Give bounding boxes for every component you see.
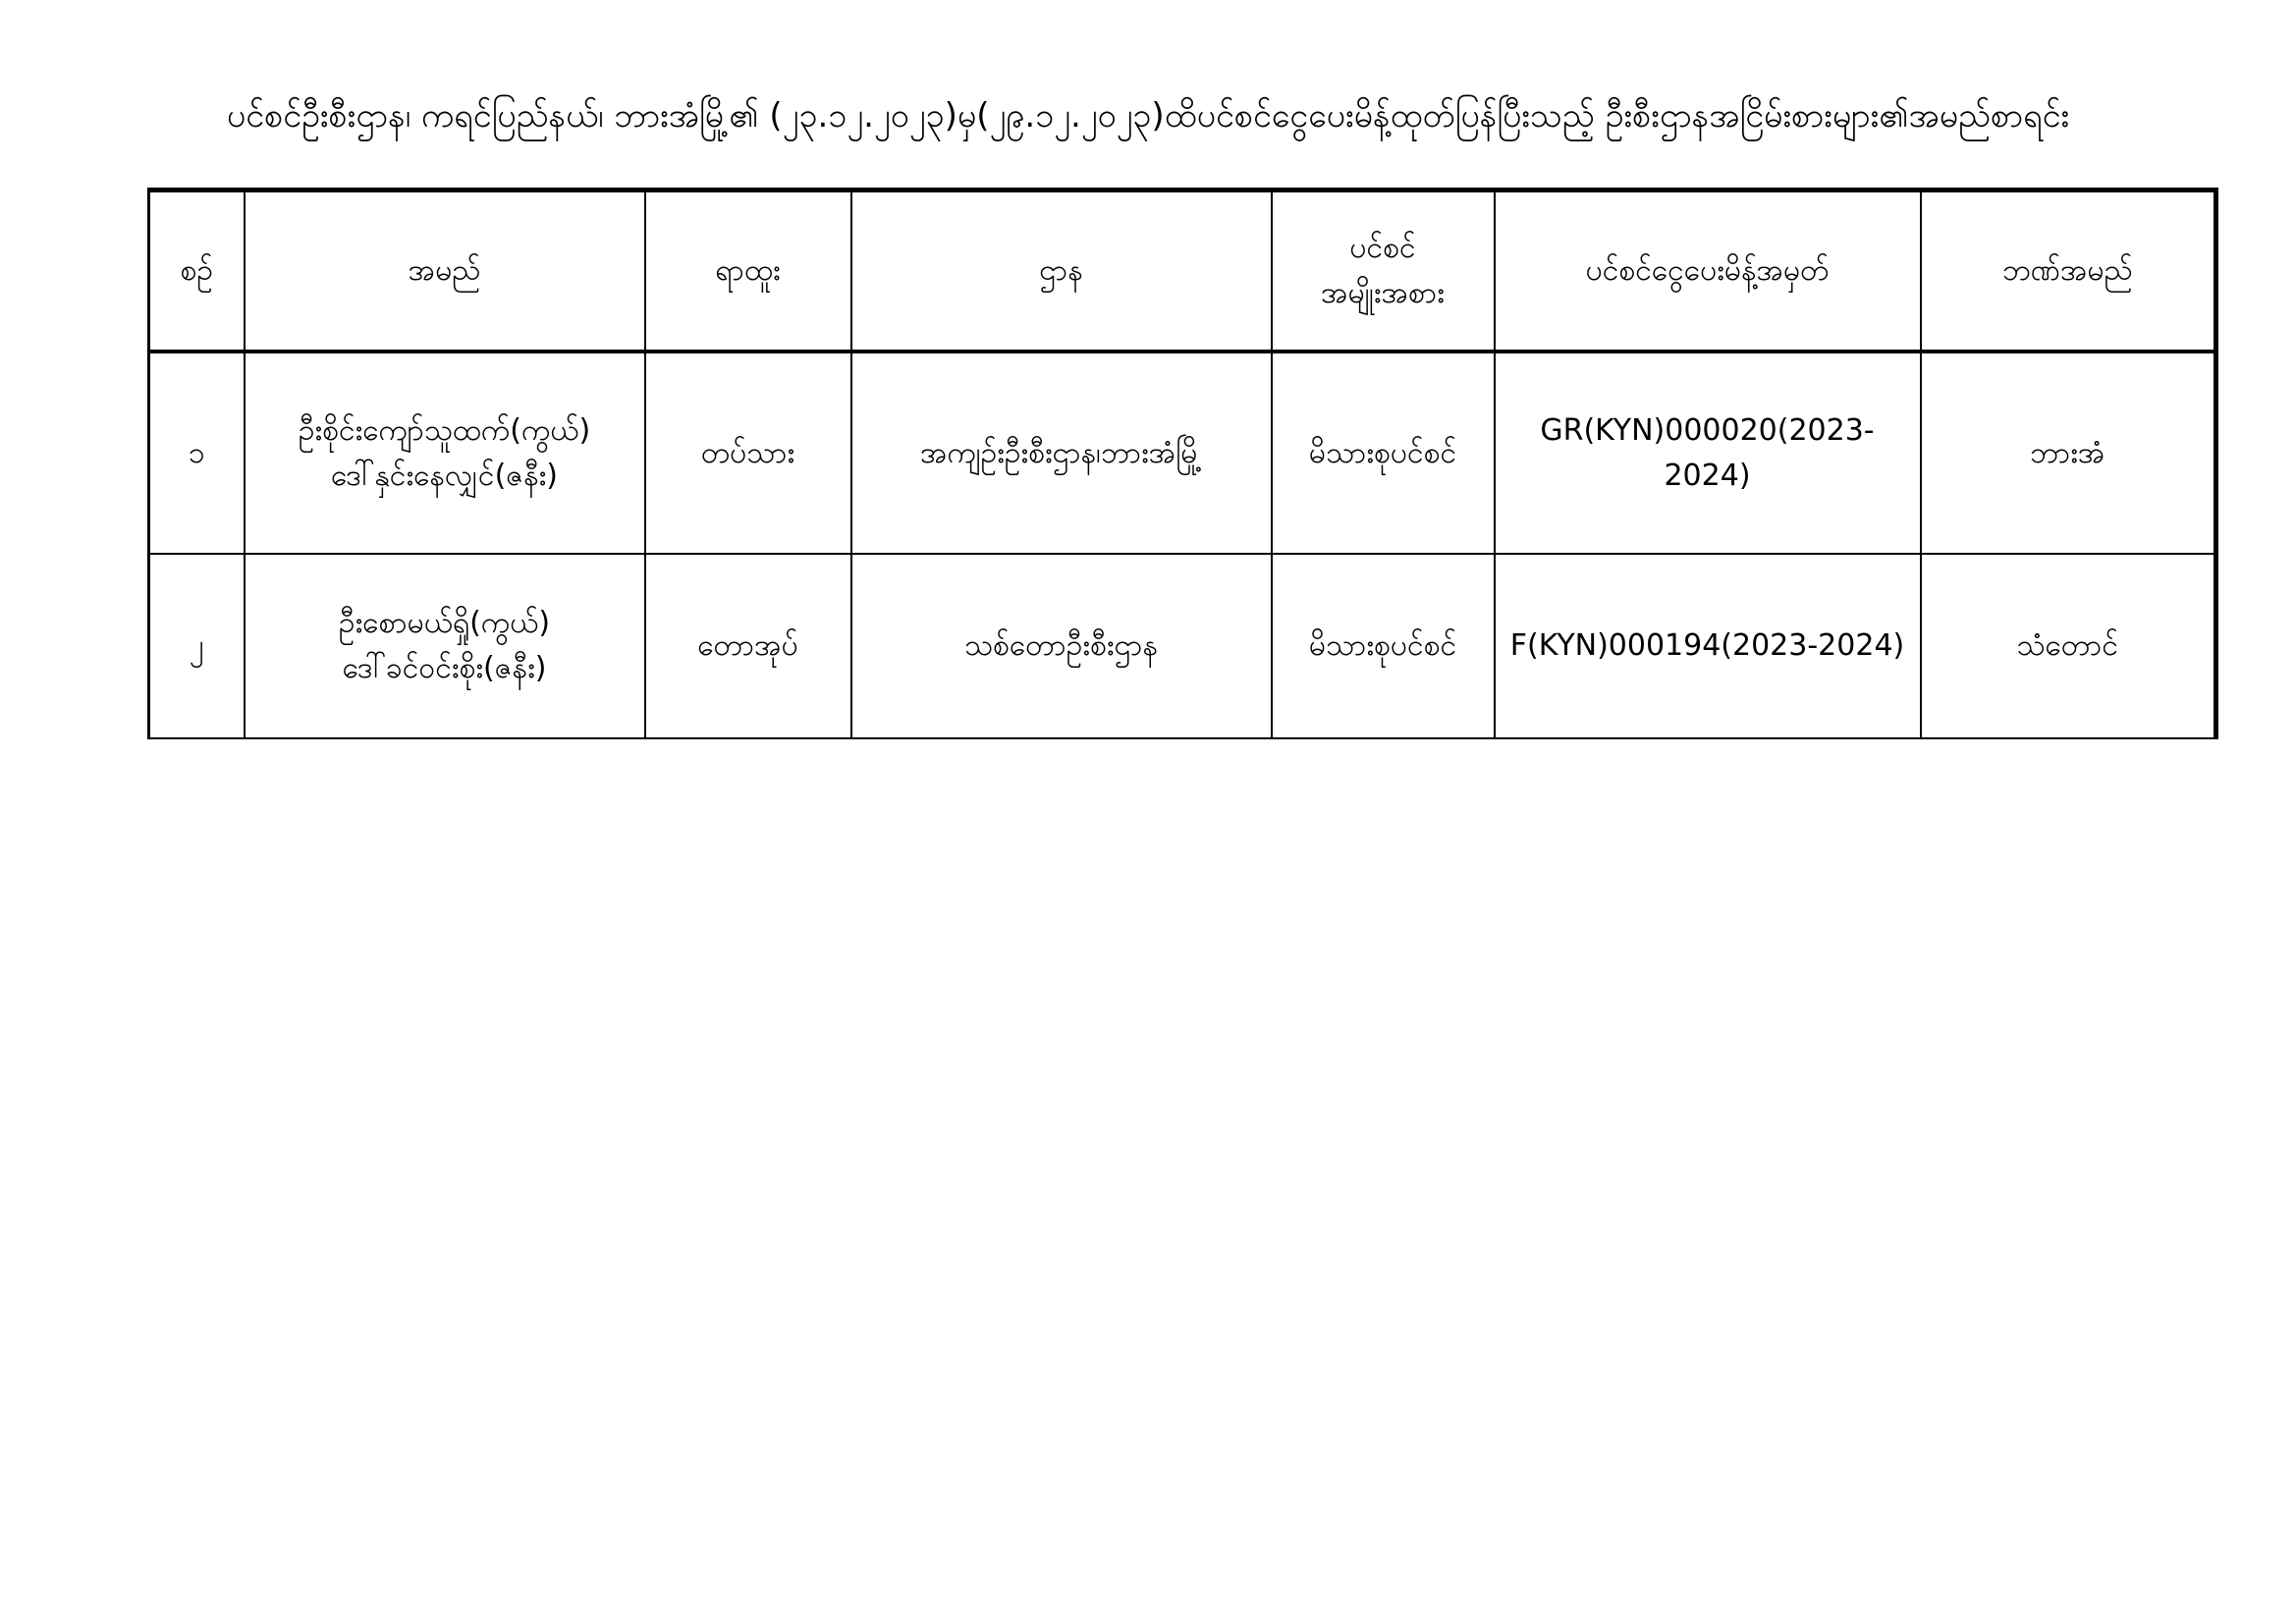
header-name: အမည် <box>245 190 645 352</box>
header-department: ဌာန <box>851 190 1272 352</box>
cell-name-line1: ဦးစောမယ်ရှို(ကွယ်) <box>338 606 551 640</box>
cell-rank: တပ်သား <box>645 352 851 554</box>
page-title: ပင်စင်ဦးစီးဌာန၊ ကရင်ပြည်နယ်၊ ဘားအံမြို့၏ (၂၃.၁၂.၂၀၂၃)မှ(၂၉.၁၂.၂၀၂၃)ထိပင်စင်ငွေပေးမိန့်ထုတ်ပြန်ပြီးသည့် ဦးစီးဌာနအငြိမ်းစားများ၏အမည်စာရင်း <box>226 96 2070 135</box>
table-row <box>149 554 2216 738</box>
cell-name <box>245 554 645 738</box>
cell-serial: ၂ <box>149 554 245 738</box>
header-bank: ဘဏ်အမည် <box>1921 190 2216 352</box>
table-row <box>149 352 2216 554</box>
cell-pension-type: မိသားစုပင်စင် <box>1272 352 1495 554</box>
cell-name-line2: ဒေါ်နှင်းနေလျှင်(ဇနီး) <box>331 458 558 493</box>
cell-name-line2: ဒေါ်ခင်ဝင်းစိုး(ဇနီး) <box>342 651 547 685</box>
cell-bank: သံတောင် <box>1921 554 2216 738</box>
header-order-no: ပင်စင်ငွေပေးမိန့်အမှတ် <box>1495 190 1921 352</box>
header-pension-type-line2: အမျိုးအစား <box>1321 276 1445 310</box>
pensioner-table <box>147 188 2218 739</box>
cell-rank: တောအုပ် <box>645 554 851 738</box>
header-rank: ရာထူး <box>645 190 851 352</box>
cell-name-line1: ဦးစိုင်းကျော်သူထက်(ကွယ်) <box>298 412 591 448</box>
cell-order-no: GR(KYN)000020(2023-2024) <box>1495 352 1921 554</box>
cell-pension-type: မိသားစုပင်စင် <box>1272 554 1495 738</box>
header-serial: စဉ် <box>149 190 245 352</box>
cell-department: သစ်တောဦးစီးဌာန <box>851 554 1272 738</box>
cell-bank: ဘားအံ <box>1921 352 2216 554</box>
cell-order-no: F(KYN)000194(2023-2024) <box>1495 554 1921 738</box>
header-pension-type-line1: ပင်စင် <box>1349 231 1416 265</box>
table-header-row <box>149 190 2216 352</box>
cell-serial: ၁ <box>149 352 245 554</box>
cell-department: အကျဉ်းဦးစီးဌာန၊ဘားအံမြို့ <box>851 352 1272 554</box>
cell-name <box>245 352 645 554</box>
header-pension-type <box>1272 190 1495 352</box>
